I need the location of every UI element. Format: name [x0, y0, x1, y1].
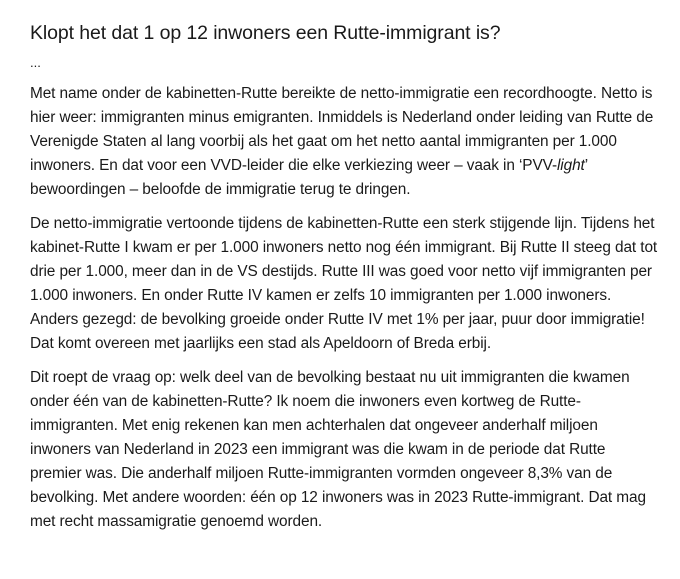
paragraph-1-italic-word: light — [556, 157, 585, 174]
omission-ellipsis: ... — [30, 55, 41, 70]
paragraph-1 — [30, 82, 658, 202]
article-title: Klopt het dat 1 op 12 inwoners een Rutte-immigrant is? — [30, 22, 501, 44]
paragraph-3: Dit roept de vraag op: welk deel van de bevolking bestaat nu uit immigranten die kwamen onder één van de kabinetten-Rutte? Ik noem die inwoners even kortweg de Rutte-immigranten. Met enig rekenen kan men achterhalen dat ongeveer anderhalf miljoen inwoners van Nederland in 2023 een immigrant was die kwam in de periode dat Rutte premier was. Die anderhalf miljoen Rutte-immigranten vormden ongeveer 8,3% van de bevolking. Met andere woorden: één op 12 inwoners was in 2023 Rutte-immigrant. Dat mag met recht massamigratie genoemd worden. — [30, 369, 646, 530]
paragraph-1-text-start: Met name onder de kabinetten-Rutte bereikte de netto-immigratie een recordhoogte. Netto is hier weer: immigranten minus emigranten. Inmiddels is Nederland onder leiding van Rutte de Verenigde Staten al lang voorbij als het gaat om het netto aantal immigranten per 1.000 inwoners. En dat voor een VVD-leider die elke verkiezing weer – vaak in ‘PVV- — [30, 85, 654, 174]
article — [30, 20, 658, 534]
paragraph-1-text-end: ’ bewoordingen – beloofde de immigratie terug te dringen. — [30, 157, 588, 198]
paragraph-2: De netto-immigratie vertoonde tijdens de kabinetten-Rutte een sterk stijgende lijn. Tijdens het kabinet-Rutte I kwam er per 1.000 inwoners netto nog één immigrant. Bij Rutte II steeg dat tot drie per 1.000, meer dan in de VS destijds. Rutte III was goed voor netto vijf immigranten per 1.000 inwoners. En onder Rutte IV kamen er zelfs 10 immigranten per 1.000 inwoners. Anders gezegd: de bevolking groeide onder Rutte IV met 1% per jaar, puur door immigratie! Dat komt overeen met jaarlijks een stad als Apeldoorn of Breda erbij. — [30, 215, 658, 352]
